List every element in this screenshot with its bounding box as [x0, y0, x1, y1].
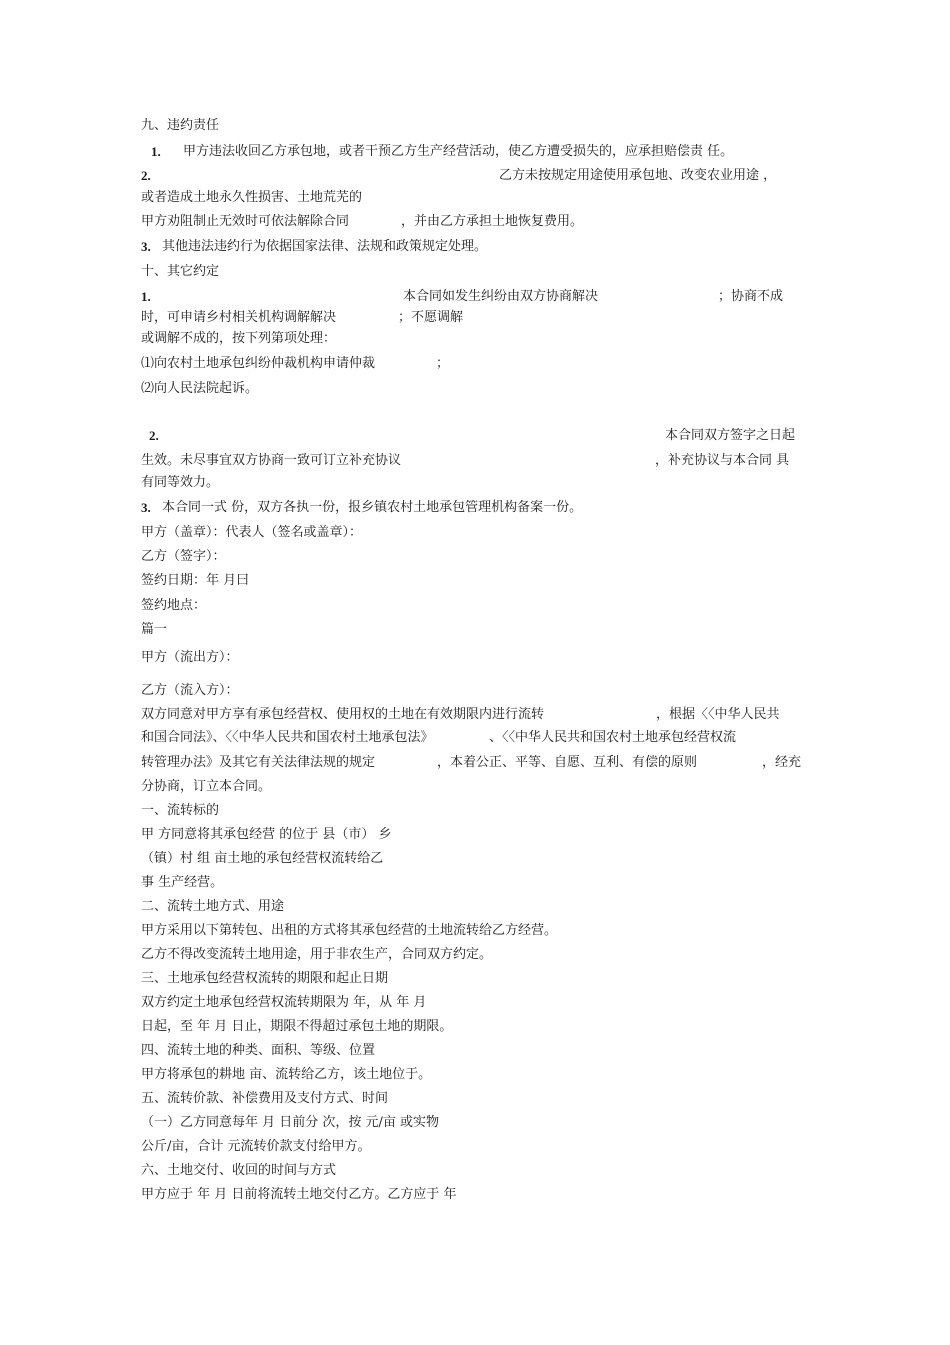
option-text: ⑴向农村土地承包纠纷仲裁机构申请仲裁 — [141, 356, 376, 371]
clause-heading: 二、流转土地方式、用途 — [141, 899, 285, 914]
party-line: 乙方（流入方）： — [141, 683, 239, 698]
part-label: 篇一 — [141, 622, 168, 637]
item-number: 3. — [141, 500, 151, 515]
clause-heading: 五、流转价款、补偿费用及支付方式、时间 — [141, 1091, 389, 1106]
item-number: 1. — [151, 144, 161, 159]
item-number: 2. — [149, 428, 159, 443]
intro-text: 转管理办法》及其它有关法律法规的规定 — [141, 755, 376, 770]
clause-text: 甲方违法收回乙方承包地，或者干预乙方生产经营活动，使乙方遭受损失的，应承担赔偿责 任。 — [183, 144, 734, 159]
item-number: 3. — [141, 239, 151, 254]
option-text: ； — [436, 356, 450, 371]
party-line: 甲方（流出方）： — [141, 650, 239, 665]
clause-heading: 六、土地交付、收回的时间与方式 — [141, 1163, 337, 1178]
option-text: ⑵向人民法院起诉。 — [141, 381, 259, 396]
intro-text: ，本着公正、平等、自愿、互利、有偿的原则 — [437, 755, 698, 770]
clause-text: 甲方采用以下第转包、出租的方式将其承包经营的土地流转给乙方经营。 — [141, 923, 558, 938]
clause-heading: 一、流转标的 — [141, 803, 220, 818]
clause-heading: 四、流转土地的种类、面积、等级、位置 — [141, 1043, 376, 1058]
clause-text: 甲 方同意将其承包经营 的位于 县（市） 乡 — [141, 827, 392, 842]
clause-text: 有同等效力。 — [141, 475, 220, 490]
clause-text: 本合同如发生纠纷由双方协商解决 — [403, 289, 599, 304]
intro-text: 、〈〈中华人民共和国农村土地承包经营权流 — [489, 730, 737, 745]
clause-text: ；协商不成 — [718, 289, 784, 304]
clause-text: 甲方劝阻制止无效时可依法解除合同 — [141, 214, 350, 229]
signature-line: 签约地点： — [141, 598, 207, 613]
clause-text: 其他违法违约行为依据国家法律、法规和政策规定处理。 — [162, 239, 488, 254]
intro-text: ，根据〈〈中华人民共 — [656, 707, 780, 722]
clause-text: 日起，至 年 月 日止，期限不得超过承包土地的期限。 — [141, 1019, 453, 1034]
intro-text: 和国合同法》、〈〈中华人民共和国农村土地承包法》 — [141, 730, 434, 745]
clause-text: 本合同一式 份，双方各执一份，报乡镇农村土地承包管理机构备案一份。 — [162, 500, 583, 515]
clause-heading: 三、土地承包经营权流转的期限和起止日期 — [141, 971, 389, 986]
clause-text: 乙方未按规定用途使用承包地、改变农业用途 ， — [499, 168, 777, 183]
clause-text: 双方约定土地承包经营权流转期限为 年，从 年 月 — [141, 995, 427, 1010]
clause-text: 公斤/亩，合计 元流转价款支付给甲方。 — [141, 1139, 371, 1154]
clause-text: （镇）村 组 亩土地的承包经营权流转给乙 — [141, 851, 384, 866]
section-heading: 十、其它约定 — [141, 264, 220, 279]
clause-text: 事 生产经营。 — [141, 875, 224, 890]
signature-line: 甲方（盖章）：代表人（签名或盖章）： — [141, 525, 363, 540]
item-number: 2. — [141, 168, 151, 183]
intro-text: 分协商，订立本合同。 — [141, 779, 272, 794]
clause-text: 甲方将承包的耕地 亩、流转给乙方，该土地位于。 — [141, 1067, 432, 1082]
intro-text: 双方同意对甲方享有承包经营权、使用权的土地在有效期限内进行流转 — [141, 707, 545, 722]
clause-text: 或调解不成的，按下列第项处理： — [141, 331, 337, 346]
clause-text: 时，可申请乡村相关机构调解解决 — [141, 310, 337, 325]
clause-text: ，补充协议与本合同 具 — [655, 453, 790, 468]
intro-text: ，经充 — [762, 755, 802, 770]
clause-text: 生效。未尽事宜双方协商一致可订立补充协议 — [141, 453, 402, 468]
clause-text: 乙方不得改变流转土地用途，用于非农生产，合同双方约定。 — [141, 947, 493, 962]
signature-line: 签约日期：年 月曰 — [141, 573, 250, 588]
clause-text: 本合同双方签字之日起 — [665, 428, 796, 443]
signature-line: 乙方（签字）： — [141, 549, 226, 564]
clause-text: 甲方应于 年 月 日前将流转土地交付乙方。乙方应于 年 — [141, 1187, 457, 1202]
clause-text: ，并由乙方承担土地恢复费用。 — [401, 214, 584, 229]
clause-text: 或者造成土地永久性损害、土地荒芜的 — [141, 190, 363, 205]
clause-text: ；不愿调解 — [398, 310, 464, 325]
clause-text: （一）乙方同意每年 月 日前分 次，按 元/亩 或实物 — [141, 1115, 440, 1130]
item-number: 1. — [141, 289, 151, 304]
section-heading: 九、违约责任 — [141, 118, 220, 133]
